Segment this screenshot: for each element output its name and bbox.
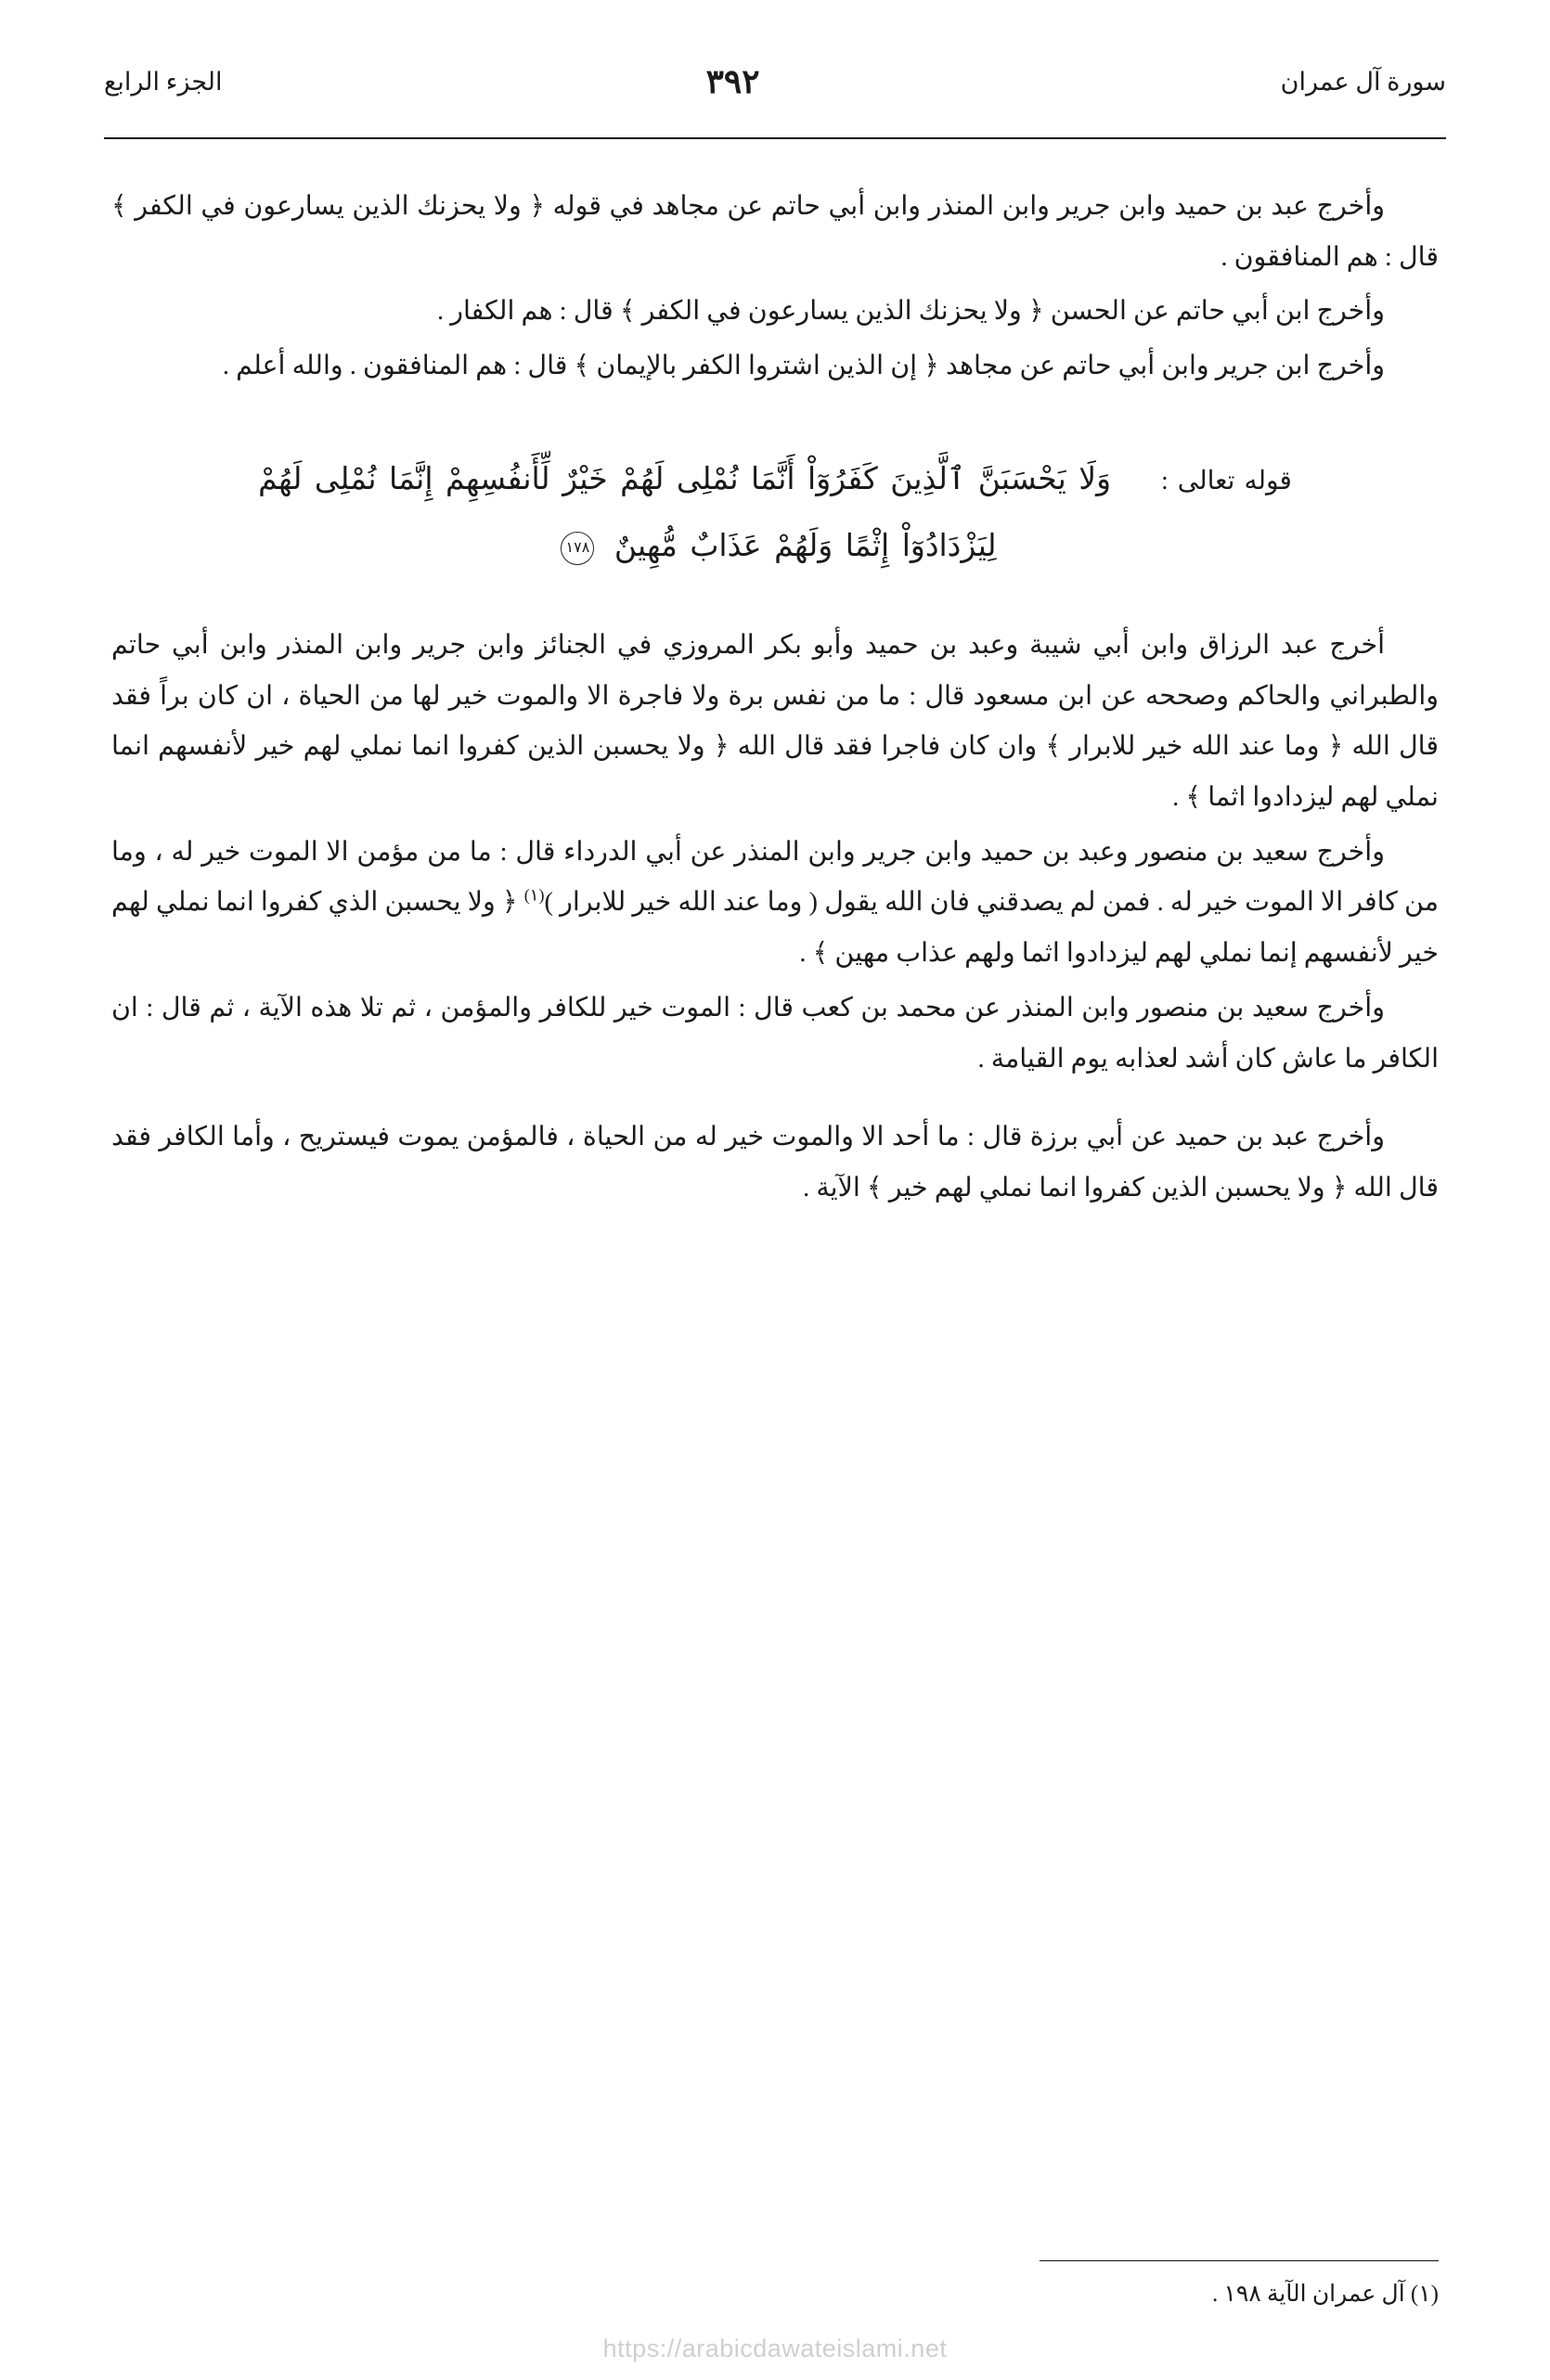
ayah-number-badge: ١٧٨: [561, 532, 594, 565]
quran-verse-text-2: لِيَزْدَادُوٓاْ إِثْمًا وَلَهُمْ عَذَابٌ مُّهِينٌ: [614, 526, 997, 563]
quran-verse-block: [111, 448, 1439, 576]
quran-lead-label: قوله تعالى :: [1160, 466, 1292, 495]
page-content: [111, 182, 1439, 2204]
page-number: ٣٩٢: [705, 63, 760, 100]
quran-verse-line-1: [111, 448, 1439, 509]
footnote-text: (١) آل عمران الآية ١٩٨ .: [1211, 2282, 1439, 2307]
paragraph-spacer: [111, 1088, 1439, 1113]
header-surah-title: سورة آل عمران: [1280, 67, 1446, 96]
page-header: [104, 54, 1446, 109]
watermark-url: https://arabicdawateislami.net: [602, 2335, 948, 2362]
quran-verse-text-1: وَلَا يَحْسَبَنَّ ٱلَّذِينَ كَفَرُوٓاْ أَنَّمَا نُمْلِى لَهُمْ خَيْرٌ لِّأَنفُسِهِمْ إِنَّمَا نُمْلِى لَهُمْ: [258, 459, 1112, 496]
paragraph-text-tail: ﴿ ولا يحسبن الذي كفروا انما نملي لهم خير لأنفسهم إنما نملي لهم ليزدادوا اثما ولهم عذاب مهين ﴾ .: [111, 888, 1439, 969]
header-divider: [104, 137, 1446, 139]
quran-verse-line-2: [111, 515, 1439, 576]
paragraph-text: وأخرج سعيد بن منصور وعبد بن حميد وابن جرير وابن المنذر عن أبي الدرداء قال : ما من مؤمن الا الموت خير له ، وما من كافر الا الموت خير له . فمن لم يصدقني فان الله يقول ( وما عند الله خير للابرار ): [111, 837, 1440, 918]
header-juz-title: الجزء الرابع: [104, 67, 223, 96]
paragraph: وأخرج عبد بن حميد وابن جرير وابن المنذر وابن أبي حاتم عن مجاهد في قوله ﴿ ولا يحزنك الذين يسارعون في الكفر ﴾ قال : هم المنافقون .: [111, 192, 1439, 272]
paragraph: وأخرج عبد بن حميد عن أبي برزة قال : ما أحد الا والموت خير له من الحياة ، فالمؤمن يموت فيستريح ، وأما الكافر فقد قال الله ﴿ ولا يحسبن الذين كفروا انما نملي لهم خير ﴾ الآية .: [111, 1123, 1439, 1203]
paragraph: وأخرج سعيد بن منصور وابن المنذر عن محمد بن كعب قال : الموت خير للكافر والمؤمن ، ثم تلا هذه الآية ، ثم قال : ان الكافر ما عاش كان أشد لعذابه يوم القيامة .: [111, 993, 1439, 1074]
footnote-divider: [1040, 2260, 1439, 2261]
footnote-marker: (١): [523, 885, 545, 905]
paragraph: أخرج عبد الرزاق وابن أبي شيبة وعبد بن حميد وأبو بكر المروزي في الجنائز وابن جرير وابن المنذر وابن أبي حاتم والطبراني والحاكم وصححه عن ابن مسعود قال : ما من نفس برة ولا فاجرة الا والموت خير لها من الحياة ، ان كان براً فقد قال الله ﴿ وما عند الله خير للابرار ﴾ وان كان فاجرا فقد قال الله ﴿ ولا يحسبن الذين كفروا انما نملي لهم خير لأنفسهم انما نملي لهم ليزدادوا اثما ﴾ .: [111, 630, 1439, 813]
paragraph: وأخرج ابن جرير وابن أبي حاتم عن مجاهد ﴿ إن الذين اشتروا الكفر بالإيمان ﴾ قال : هم المنافقون . والله أعلم .: [222, 352, 1385, 381]
paragraph: [111, 828, 1439, 980]
paragraph: وأخرج ابن أبي حاتم عن الحسن ﴿ ولا يحزنك الذين يسارعون في الكفر ﴾ قال : هم الكفار .: [436, 297, 1385, 327]
